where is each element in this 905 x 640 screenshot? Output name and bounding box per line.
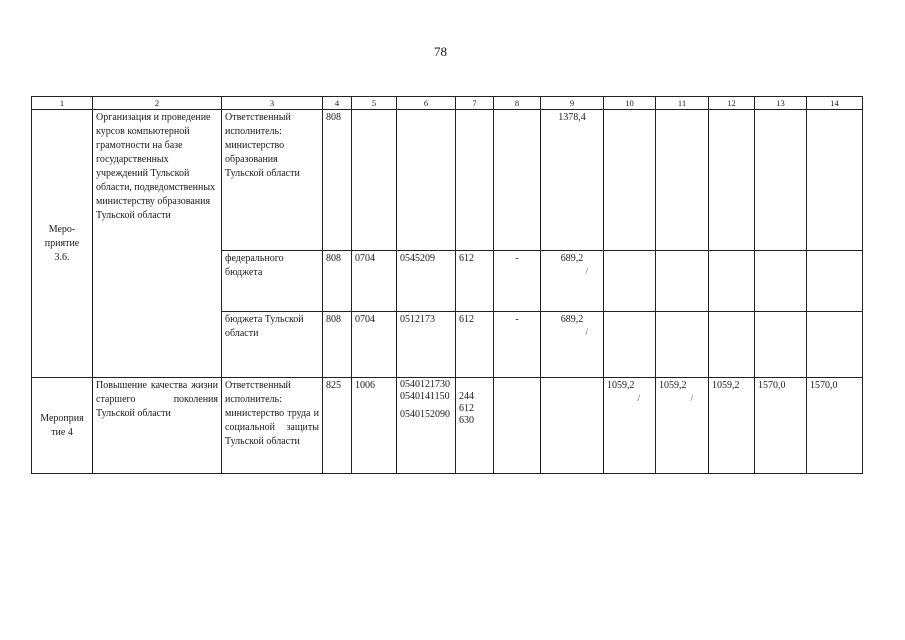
col8-cell [494,110,541,251]
col12-cell [709,110,755,251]
header-cell: 8 [494,97,541,110]
check-mark-icon: / [637,393,640,403]
grbs-cell: 808 [323,110,352,251]
target-article-cell: 0512173 [397,312,456,378]
header-cell: 1 [32,97,93,110]
header-cell: 13 [755,97,807,110]
col9-value: 689,2 [560,314,584,325]
check-mark-icon: / [585,266,588,276]
executor-cell: Ответственный исполнитель: министерство труда и социальной защиты Тульской области [222,378,323,474]
header-cell: 6 [397,97,456,110]
target-article-code: 0540121730 [400,379,450,390]
header-cell: 12 [709,97,755,110]
expense-type-code: 612 [459,403,474,414]
section-cell: 0704 [352,312,397,378]
col14-cell [807,251,863,312]
col13-cell [755,251,807,312]
header-cell: 4 [323,97,352,110]
header-cell: 3 [222,97,323,110]
page-number: 78 [434,44,447,59]
col13-cell: 1570,0 [755,378,807,474]
grbs-cell: 825 [323,378,352,474]
col11-cell [656,378,709,474]
col9-cell [541,312,604,378]
executor-cell: Ответственный исполнитель: министерство образования Тульской области [222,110,323,251]
grbs-cell: 808 [323,312,352,378]
executor-cell: бюджета Тульской области [222,312,323,378]
expense-type-code: 244 [459,391,474,402]
event-label-text: Мероприя тие 4 [40,412,84,438]
col12-cell: 1059,2 [709,378,755,474]
col10-cell [604,251,656,312]
col14-cell [807,312,863,378]
table-row [32,110,863,251]
expense-type-code: 630 [459,415,474,426]
target-article-cell [397,378,456,474]
col10-cell [604,378,656,474]
col8-cell: - [494,251,541,312]
col9-value: 689,2 [560,253,584,264]
section-cell [352,110,397,251]
col14-cell: 1570,0 [807,378,863,474]
col14-cell [807,110,863,251]
col9-cell: 1378,4 [541,110,604,251]
executor-cell: федерального бюджета [222,251,323,312]
target-article-cell: 0545209 [397,251,456,312]
target-article-code: 0540152090 [400,409,450,420]
col13-cell [755,110,807,251]
expense-type-cell: 612 [456,251,494,312]
event-label-text: Меро- приятие 3.6. [44,223,80,263]
header-cell: 14 [807,97,863,110]
budget-table [31,96,863,474]
col12-cell [709,251,755,312]
check-mark-icon: / [585,327,588,337]
header-cell: 11 [656,97,709,110]
col13-cell [755,312,807,378]
col8-cell: - [494,312,541,378]
section-cell: 1006 [352,378,397,474]
section-cell: 0704 [352,251,397,312]
expense-type-cell [456,110,494,251]
table-row [32,378,863,474]
expense-type-cell: 612 [456,312,494,378]
col8-cell [494,378,541,474]
event-name: Организация и проведение курсов компьютерной грамотности на базе государственных учреждений Тульской области, подведомственных министерству образования Тульской области [93,110,222,378]
col11-cell [656,110,709,251]
col10-cell [604,312,656,378]
col11-cell [656,312,709,378]
header-cell: 9 [541,97,604,110]
check-mark-icon: / [690,393,693,403]
event-name: Повышение качества жизни старшего поколения Тульской области [93,378,222,474]
target-article-code: 0540141150 [400,391,450,402]
col9-cell [541,378,604,474]
col10-value: 1059,2 [607,380,635,391]
col11-value: 1059,2 [659,380,687,391]
header-cell: 7 [456,97,494,110]
header-row [32,97,863,110]
header-cell: 10 [604,97,656,110]
expense-type-cell [456,378,494,474]
event-label [32,378,93,474]
header-cell: 2 [93,97,222,110]
target-article-cell [397,110,456,251]
grbs-cell: 808 [323,251,352,312]
header-cell: 5 [352,97,397,110]
col9-cell [541,251,604,312]
event-label [32,110,93,378]
col12-cell [709,312,755,378]
col10-cell [604,110,656,251]
col11-cell [656,251,709,312]
